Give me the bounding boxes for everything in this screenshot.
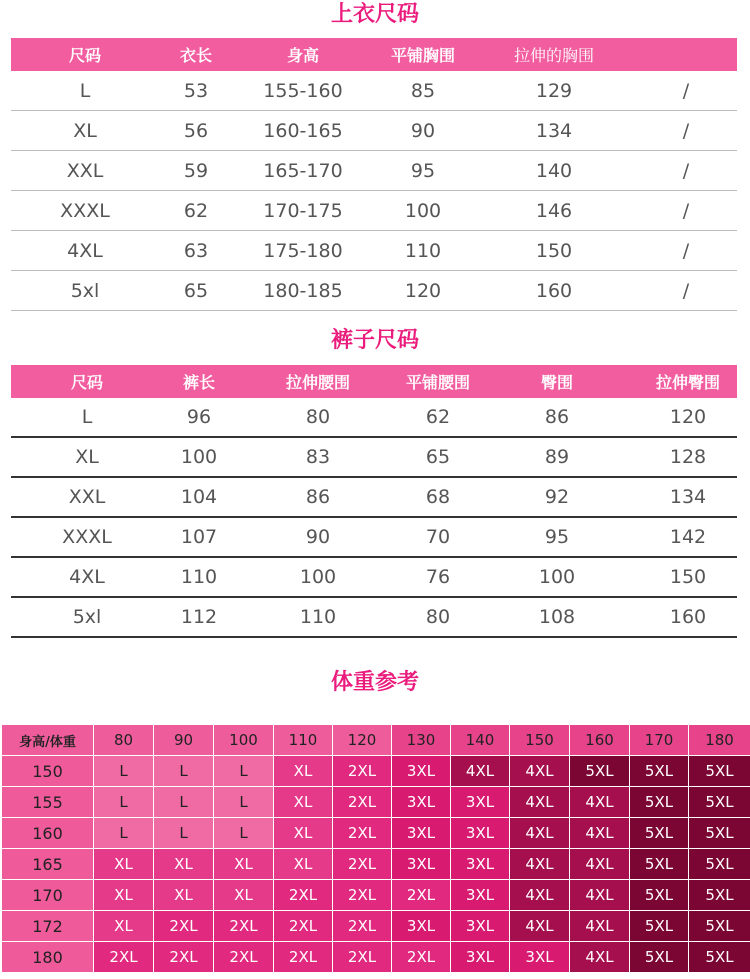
size-cell: 4XL: [570, 911, 630, 942]
size-cell: 3XL: [451, 942, 510, 973]
height-label: 160: [2, 818, 94, 849]
size-cell: XL: [274, 787, 333, 818]
bottom-size-header-row: [11, 365, 737, 398]
height-label: 172: [2, 911, 94, 942]
bottom-size-cell: 70: [401, 517, 475, 557]
bottom-size-cell: 80: [235, 398, 401, 437]
bottom-size-table: [11, 365, 737, 638]
top-size-row: [11, 231, 737, 271]
bottom-size-row: [11, 517, 737, 557]
top-size-row: [11, 111, 737, 151]
bottom-size-cell: 160: [639, 597, 737, 637]
weight-value-header: 120: [333, 725, 392, 756]
top-size-header-cell: [635, 38, 737, 71]
bottom-size-cell: 89: [475, 437, 639, 477]
top-size-header-cell: 平铺胸围: [373, 38, 473, 71]
height-label: 155: [2, 787, 94, 818]
bottom-size-cell: 112: [163, 597, 235, 637]
bottom-size-row: [11, 437, 737, 477]
size-cell: 5XL: [630, 911, 689, 942]
size-cell: XL: [214, 849, 274, 880]
top-size-cell: XL: [11, 111, 159, 151]
bottom-size-cell: XXL: [11, 477, 163, 517]
size-cell: 2XL: [274, 911, 333, 942]
size-cell: 4XL: [570, 818, 630, 849]
weight-row: [2, 787, 750, 818]
size-cell: 3XL: [392, 787, 451, 818]
top-size-cell: 56: [159, 111, 233, 151]
size-cell: L: [214, 818, 274, 849]
size-cell: 4XL: [570, 787, 630, 818]
size-cell: 2XL: [214, 911, 274, 942]
size-cell: 2XL: [333, 849, 392, 880]
size-cell: 5XL: [689, 787, 750, 818]
size-cell: 4XL: [510, 911, 570, 942]
size-cell: L: [94, 756, 154, 787]
top-size-header-row: [11, 38, 737, 71]
size-cell: 4XL: [451, 756, 510, 787]
size-cell: 2XL: [333, 911, 392, 942]
size-cell: 2XL: [94, 942, 154, 973]
size-cell: 2XL: [333, 818, 392, 849]
top-size-cell: 155-160: [233, 71, 373, 111]
weight-header-row: [2, 725, 750, 756]
size-cell: 5XL: [630, 756, 689, 787]
top-size-cell: L: [11, 71, 159, 111]
top-size-cell: 110: [373, 231, 473, 271]
weight-value-header: 80: [94, 725, 154, 756]
weight-corner-label: 身高/体重: [2, 725, 94, 756]
weight-value-header: 160: [570, 725, 630, 756]
size-cell: 5XL: [689, 756, 750, 787]
top-size-row: [11, 71, 737, 111]
weight-row: [2, 942, 750, 973]
bottom-size-body: [11, 398, 737, 637]
top-size-cell: 59: [159, 151, 233, 191]
size-cell: 3XL: [451, 880, 510, 911]
bottom-size-cell: 4XL: [11, 557, 163, 597]
bottom-size-cell: 86: [475, 398, 639, 437]
top-size-cell: /: [635, 151, 737, 191]
size-cell: XL: [274, 756, 333, 787]
bottom-size-cell: 110: [235, 597, 401, 637]
weight-reference-title: 体重参考: [330, 670, 419, 695]
height-label: 165: [2, 849, 94, 880]
weight-value-header: 100: [214, 725, 274, 756]
size-cell: L: [214, 756, 274, 787]
height-label: 180: [2, 942, 94, 973]
top-size-cell: /: [635, 271, 737, 311]
size-cell: 4XL: [570, 849, 630, 880]
top-size-cell: 129: [473, 71, 635, 111]
size-cell: 3XL: [392, 756, 451, 787]
bottom-size-cell: 142: [639, 517, 737, 557]
top-size-cell: 62: [159, 191, 233, 231]
top-size-cell: 170-175: [233, 191, 373, 231]
top-size-cell: 65: [159, 271, 233, 311]
size-cell: 5XL: [689, 911, 750, 942]
bottom-size-cell: XXXL: [11, 517, 163, 557]
top-size-cell: 100: [373, 191, 473, 231]
bottom-size-cell: 108: [475, 597, 639, 637]
top-size-table: [11, 38, 737, 311]
size-cell: XL: [154, 880, 214, 911]
top-size-row: [11, 191, 737, 231]
size-cell: XL: [274, 849, 333, 880]
size-cell: 5XL: [689, 942, 750, 973]
top-size-cell: 53: [159, 71, 233, 111]
size-cell: 2XL: [274, 942, 333, 973]
size-cell: 5XL: [689, 818, 750, 849]
top-size-cell: 5xl: [11, 271, 159, 311]
bottom-size-title: 裤子尺码: [330, 328, 419, 353]
size-cell: 2XL: [392, 880, 451, 911]
bottom-size-cell: 95: [475, 517, 639, 557]
size-cell: 3XL: [451, 818, 510, 849]
weight-value-header: 150: [510, 725, 570, 756]
top-size-cell: /: [635, 231, 737, 271]
bottom-size-cell: 76: [401, 557, 475, 597]
bottom-size-row: [11, 477, 737, 517]
top-size-cell: /: [635, 111, 737, 151]
size-cell: 3XL: [510, 942, 570, 973]
top-size-cell: 146: [473, 191, 635, 231]
size-cell: 3XL: [451, 787, 510, 818]
top-size-title: 上衣尺码: [330, 2, 419, 27]
size-cell: XL: [94, 849, 154, 880]
size-cell: L: [94, 818, 154, 849]
top-size-header-cell: 尺码: [11, 38, 159, 71]
size-cell: 2XL: [333, 942, 392, 973]
bottom-size-cell: 134: [639, 477, 737, 517]
bottom-size-row: [11, 398, 737, 437]
top-size-cell: /: [635, 71, 737, 111]
top-size-body: [11, 71, 737, 311]
weight-row: [2, 911, 750, 942]
bottom-size-cell: 5xl: [11, 597, 163, 637]
bottom-size-header-cell: 拉伸腰围: [235, 365, 401, 398]
bottom-size-cell: 96: [163, 398, 235, 437]
size-cell: 3XL: [392, 911, 451, 942]
top-size-cell: 150: [473, 231, 635, 271]
top-size-cell: 165-170: [233, 151, 373, 191]
top-size-cell: 63: [159, 231, 233, 271]
size-cell: 5XL: [689, 880, 750, 911]
weight-value-header: 130: [392, 725, 451, 756]
bottom-size-cell: 128: [639, 437, 737, 477]
weight-value-header: 90: [154, 725, 214, 756]
weight-value-header: 180: [689, 725, 750, 756]
bottom-size-row: [11, 557, 737, 597]
weight-row: [2, 849, 750, 880]
size-cell: L: [154, 818, 214, 849]
size-cell: 2XL: [333, 787, 392, 818]
top-size-cell: 175-180: [233, 231, 373, 271]
bottom-size-cell: 68: [401, 477, 475, 517]
top-size-header-cell: 衣长: [159, 38, 233, 71]
size-cell: XL: [154, 849, 214, 880]
bottom-size-header-cell: 拉伸臀围: [639, 365, 737, 398]
size-cell: 3XL: [451, 849, 510, 880]
bottom-size-cell: 83: [235, 437, 401, 477]
size-cell: 5XL: [630, 849, 689, 880]
size-cell: 2XL: [333, 756, 392, 787]
size-cell: L: [214, 787, 274, 818]
bottom-size-cell: 86: [235, 477, 401, 517]
bottom-size-cell: L: [11, 398, 163, 437]
size-cell: 4XL: [510, 880, 570, 911]
size-cell: 4XL: [570, 880, 630, 911]
bottom-size-cell: 90: [235, 517, 401, 557]
size-cell: 4XL: [510, 756, 570, 787]
size-cell: 4XL: [570, 942, 630, 973]
size-cell: XL: [94, 911, 154, 942]
bottom-size-header-cell: 尺码: [11, 365, 163, 398]
weight-row: [2, 880, 750, 911]
top-size-row: [11, 271, 737, 311]
size-cell: 5XL: [630, 818, 689, 849]
bottom-size-cell: 110: [163, 557, 235, 597]
bottom-size-cell: 80: [401, 597, 475, 637]
weight-row: [2, 756, 750, 787]
size-cell: 2XL: [274, 880, 333, 911]
bottom-size-cell: 100: [475, 557, 639, 597]
bottom-size-cell: 100: [163, 437, 235, 477]
size-cell: XL: [214, 880, 274, 911]
bottom-size-row: [11, 597, 737, 637]
size-cell: 2XL: [333, 880, 392, 911]
size-cell: 5XL: [689, 849, 750, 880]
size-cell: L: [94, 787, 154, 818]
top-size-cell: 90: [373, 111, 473, 151]
top-size-header-cell: 拉伸的胸围: [473, 38, 635, 71]
size-cell: 2XL: [154, 942, 214, 973]
bottom-size-header-cell: 臀围: [475, 365, 639, 398]
size-cell: 4XL: [510, 787, 570, 818]
weight-value-header: 110: [274, 725, 333, 756]
bottom-size-cell: XL: [11, 437, 163, 477]
size-cell: 2XL: [214, 942, 274, 973]
weight-value-header: 140: [451, 725, 510, 756]
size-cell: L: [154, 787, 214, 818]
bottom-size-cell: 150: [639, 557, 737, 597]
height-label: 170: [2, 880, 94, 911]
top-size-cell: 120: [373, 271, 473, 311]
size-cell: 5XL: [570, 756, 630, 787]
size-cell: 3XL: [451, 911, 510, 942]
size-cell: 5XL: [630, 942, 689, 973]
size-cell: 4XL: [510, 818, 570, 849]
size-cell: L: [154, 756, 214, 787]
top-size-cell: 134: [473, 111, 635, 151]
top-size-cell: 140: [473, 151, 635, 191]
size-cell: 2XL: [154, 911, 214, 942]
bottom-size-header-cell: 平铺腰围: [401, 365, 475, 398]
weight-reference-table: [1, 724, 750, 973]
bottom-size-cell: 65: [401, 437, 475, 477]
weight-row: [2, 818, 750, 849]
weight-value-header: 170: [630, 725, 689, 756]
size-cell: 3XL: [392, 818, 451, 849]
top-size-cell: 180-185: [233, 271, 373, 311]
bottom-size-cell: 92: [475, 477, 639, 517]
size-cell: XL: [94, 880, 154, 911]
bottom-size-cell: 107: [163, 517, 235, 557]
bottom-size-header-cell: 裤长: [163, 365, 235, 398]
top-size-cell: 160-165: [233, 111, 373, 151]
size-cell: 4XL: [510, 849, 570, 880]
bottom-size-cell: 62: [401, 398, 475, 437]
top-size-row: [11, 151, 737, 191]
top-size-cell: 95: [373, 151, 473, 191]
top-size-cell: 4XL: [11, 231, 159, 271]
bottom-size-cell: 104: [163, 477, 235, 517]
bottom-size-cell: 120: [639, 398, 737, 437]
size-cell: 5XL: [630, 880, 689, 911]
size-cell: 3XL: [392, 849, 451, 880]
weight-reference-body: [2, 725, 750, 973]
top-size-cell: XXXL: [11, 191, 159, 231]
bottom-size-cell: 100: [235, 557, 401, 597]
top-size-cell: 85: [373, 71, 473, 111]
top-size-cell: XXL: [11, 151, 159, 191]
top-size-header-cell: 身高: [233, 38, 373, 71]
size-cell: XL: [274, 818, 333, 849]
size-cell: 2XL: [392, 942, 451, 973]
top-size-cell: /: [635, 191, 737, 231]
top-size-cell: 160: [473, 271, 635, 311]
size-cell: 5XL: [630, 787, 689, 818]
height-label: 150: [2, 756, 94, 787]
